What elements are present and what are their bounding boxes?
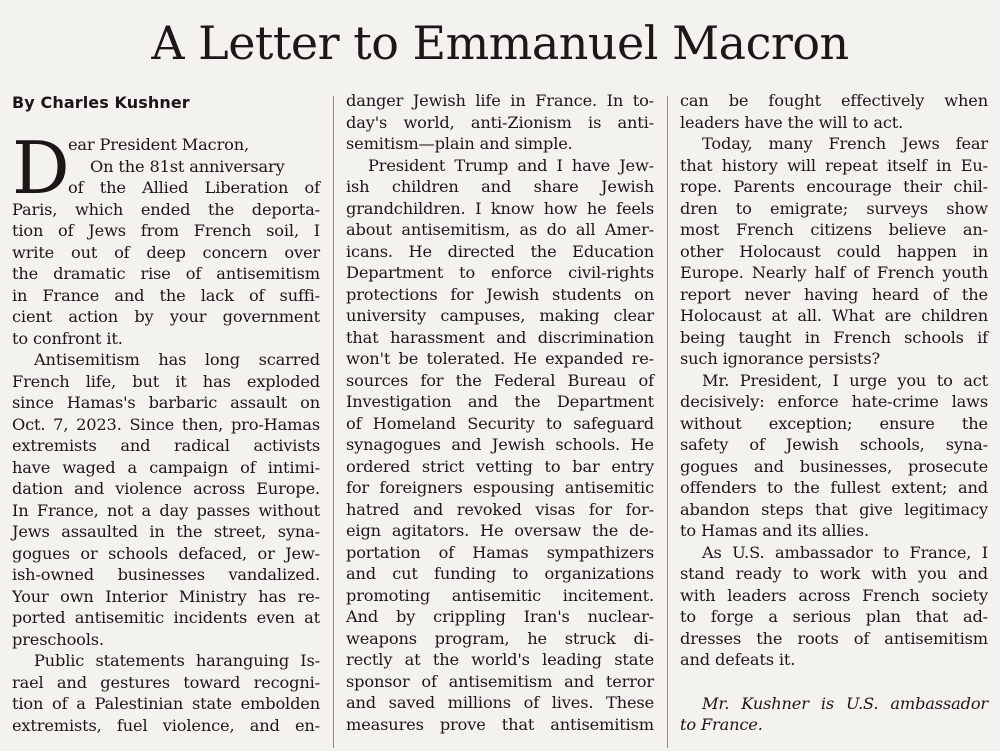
text-line: of the Allied Liberation of	[68, 178, 320, 197]
text-line: to forge a serious plan that ad-	[680, 607, 988, 626]
text-line: offenders to the fullest extent; and	[680, 478, 988, 497]
text-line: ported antisemitic incidents even at	[12, 608, 320, 627]
text-line: Department to enforce civil-rights	[346, 263, 654, 282]
text-line: Paris, which ended the deporta-	[12, 199, 320, 219]
text-line: icans. He directed the Education	[346, 241, 654, 261]
text-line: portation of Hamas sympathizers	[346, 542, 654, 562]
text-line: safety of Jewish schools, syna-	[680, 435, 988, 454]
text-line: to confront it.	[12, 328, 123, 348]
column-3	[680, 90, 988, 748]
text-line: tion of a Palestinian state embolden	[12, 694, 320, 713]
text-line: Your own Interior Ministry has re-	[12, 586, 320, 606]
text-line: stand ready to work with you and	[680, 564, 988, 583]
text-line: French life, but it has exploded	[12, 371, 320, 391]
text-line: in France and the lack of suffi-	[12, 285, 320, 305]
text-line: dresses the roots of antisemitism	[680, 628, 988, 648]
text-line: report never having heard of the	[680, 284, 988, 304]
text-line: As U.S. ambassador to France, I	[702, 542, 988, 562]
text-line: On the 81st anniversary	[90, 156, 285, 176]
text-line: eign agitators. He oversaw the de-	[346, 521, 654, 540]
author-note: Mr. Kushner is U.S. ambassador	[702, 693, 988, 713]
text-line: Jews assaulted in the street, syna-	[12, 522, 320, 541]
text-line: rectly at the world's leading state	[346, 650, 654, 669]
text-line: protections for Jewish students on	[346, 284, 654, 304]
text-line: Investigation and the Department	[346, 392, 654, 411]
text-line: measures prove that antisemitism	[346, 714, 654, 734]
text-line: In France, not a day passes without	[12, 500, 320, 520]
text-line: for foreigners espousing antisemitic	[346, 478, 654, 497]
text-line: ish-owned businesses vandalized.	[12, 565, 320, 584]
text-line: leaders have the will to act.	[680, 112, 904, 132]
text-line: sponsor of antisemitism and terror	[346, 671, 654, 691]
column-1	[12, 90, 320, 748]
text-line: being taught in French schools if	[680, 327, 988, 347]
text-line: the dramatic rise of antisemitism	[12, 264, 320, 283]
column-rule	[333, 96, 334, 748]
text-line: extremists, fuel violence, and en-	[12, 715, 320, 735]
text-line: And by crippling Iran's nuclear-	[346, 607, 654, 626]
text-line: rope. Parents encourage their chil-	[680, 177, 988, 196]
text-line: write out of deep concern over	[12, 242, 320, 262]
text-line: university campuses, making clear	[346, 306, 654, 325]
text-line: sources for the Federal Bureau of	[346, 370, 654, 390]
text-line: without exception; ensure the	[680, 413, 988, 433]
text-line: Europe. Nearly half of French youth	[680, 263, 988, 282]
text-line: such ignorance persists?	[680, 349, 881, 368]
text-line: danger Jewish life in France. In to-	[346, 91, 654, 110]
text-line: to Hamas and its allies.	[680, 521, 869, 540]
text-line: ordered strict vetting to bar entry	[346, 456, 654, 476]
text-line: grandchildren. I know how he feels	[346, 198, 654, 218]
text-line: and defeats it.	[680, 650, 796, 669]
spacer	[680, 671, 988, 693]
text-line: of Homeland Security to safeguard	[346, 413, 654, 433]
text-line: and saved millions of lives. These	[346, 693, 654, 712]
text-line: Antisemitism has long scarred	[34, 350, 320, 369]
text-line: preschools.	[12, 629, 104, 649]
column-rule	[667, 96, 668, 748]
text-line: decisively: enforce hate-crime laws	[680, 392, 988, 411]
text-line: other Holocaust could happen in	[680, 241, 988, 261]
text-line: promoting antisemitic incitement.	[346, 585, 654, 605]
text-line: can be fought effectively when	[680, 91, 988, 110]
text-line: and cut funding to organizations	[346, 564, 654, 583]
text-line: abandon steps that give legitimacy	[680, 499, 988, 519]
text-line: President Trump and I have Jew-	[368, 155, 654, 175]
text-line: day's world, anti-Zionism is anti-	[346, 112, 654, 132]
text-line: gogues or schools defaced, or Jew-	[12, 543, 320, 563]
text-line: Oct. 7, 2023. Since then, pro-Hamas	[12, 414, 320, 434]
column-2	[346, 90, 654, 748]
article-columns	[12, 90, 988, 748]
author-note: to France.	[680, 715, 763, 734]
text-line: dation and violence across Europe.	[12, 479, 320, 498]
text-line: most French citizens believe an-	[680, 220, 988, 239]
text-line: with leaders across French society	[680, 585, 988, 605]
text-line: hatred and revoked visas for for-	[346, 499, 654, 519]
text-line: that harassment and discrimination	[346, 327, 654, 347]
text-line: ish children and share Jewish	[346, 177, 654, 196]
text-line: semitism—plain and simple.	[346, 134, 573, 153]
text-line: weapons program, he struck di-	[346, 628, 654, 648]
text-line: Mr. President, I urge you to act	[702, 370, 988, 390]
text-line: extremists and radical activists	[12, 436, 320, 455]
text-line: that history will repeat itself in Eu-	[680, 155, 988, 175]
text-line: dren to emigrate; surveys show	[680, 198, 988, 218]
text-line: tion of Jews from French soil, I	[12, 221, 320, 240]
headline: A Letter to Emmanuel Macron	[151, 16, 849, 70]
text-line: Holocaust at all. What are children	[680, 306, 988, 325]
text-line: have waged a campaign of intimi-	[12, 457, 320, 477]
text-line: since Hamas's barbaric assault on	[12, 393, 320, 412]
drop-cap: D	[12, 126, 70, 210]
text-line: synagogues and Jewish schools. He	[346, 435, 654, 454]
text-line: Public statements haranguing Is-	[34, 651, 320, 670]
text-line: Today, many French Jews fear	[702, 134, 988, 153]
text-line: won't be tolerated. He expanded re-	[346, 349, 654, 368]
text-line: gogues and businesses, prosecute	[680, 456, 988, 476]
text-line: ear President Macron,	[68, 135, 250, 154]
text-line: rael and gestures toward recogni-	[12, 672, 320, 692]
text-line: cient action by your government	[12, 307, 320, 326]
byline: By Charles Kushner	[12, 93, 190, 112]
text-line: about antisemitism, as do all Amer-	[346, 220, 654, 239]
